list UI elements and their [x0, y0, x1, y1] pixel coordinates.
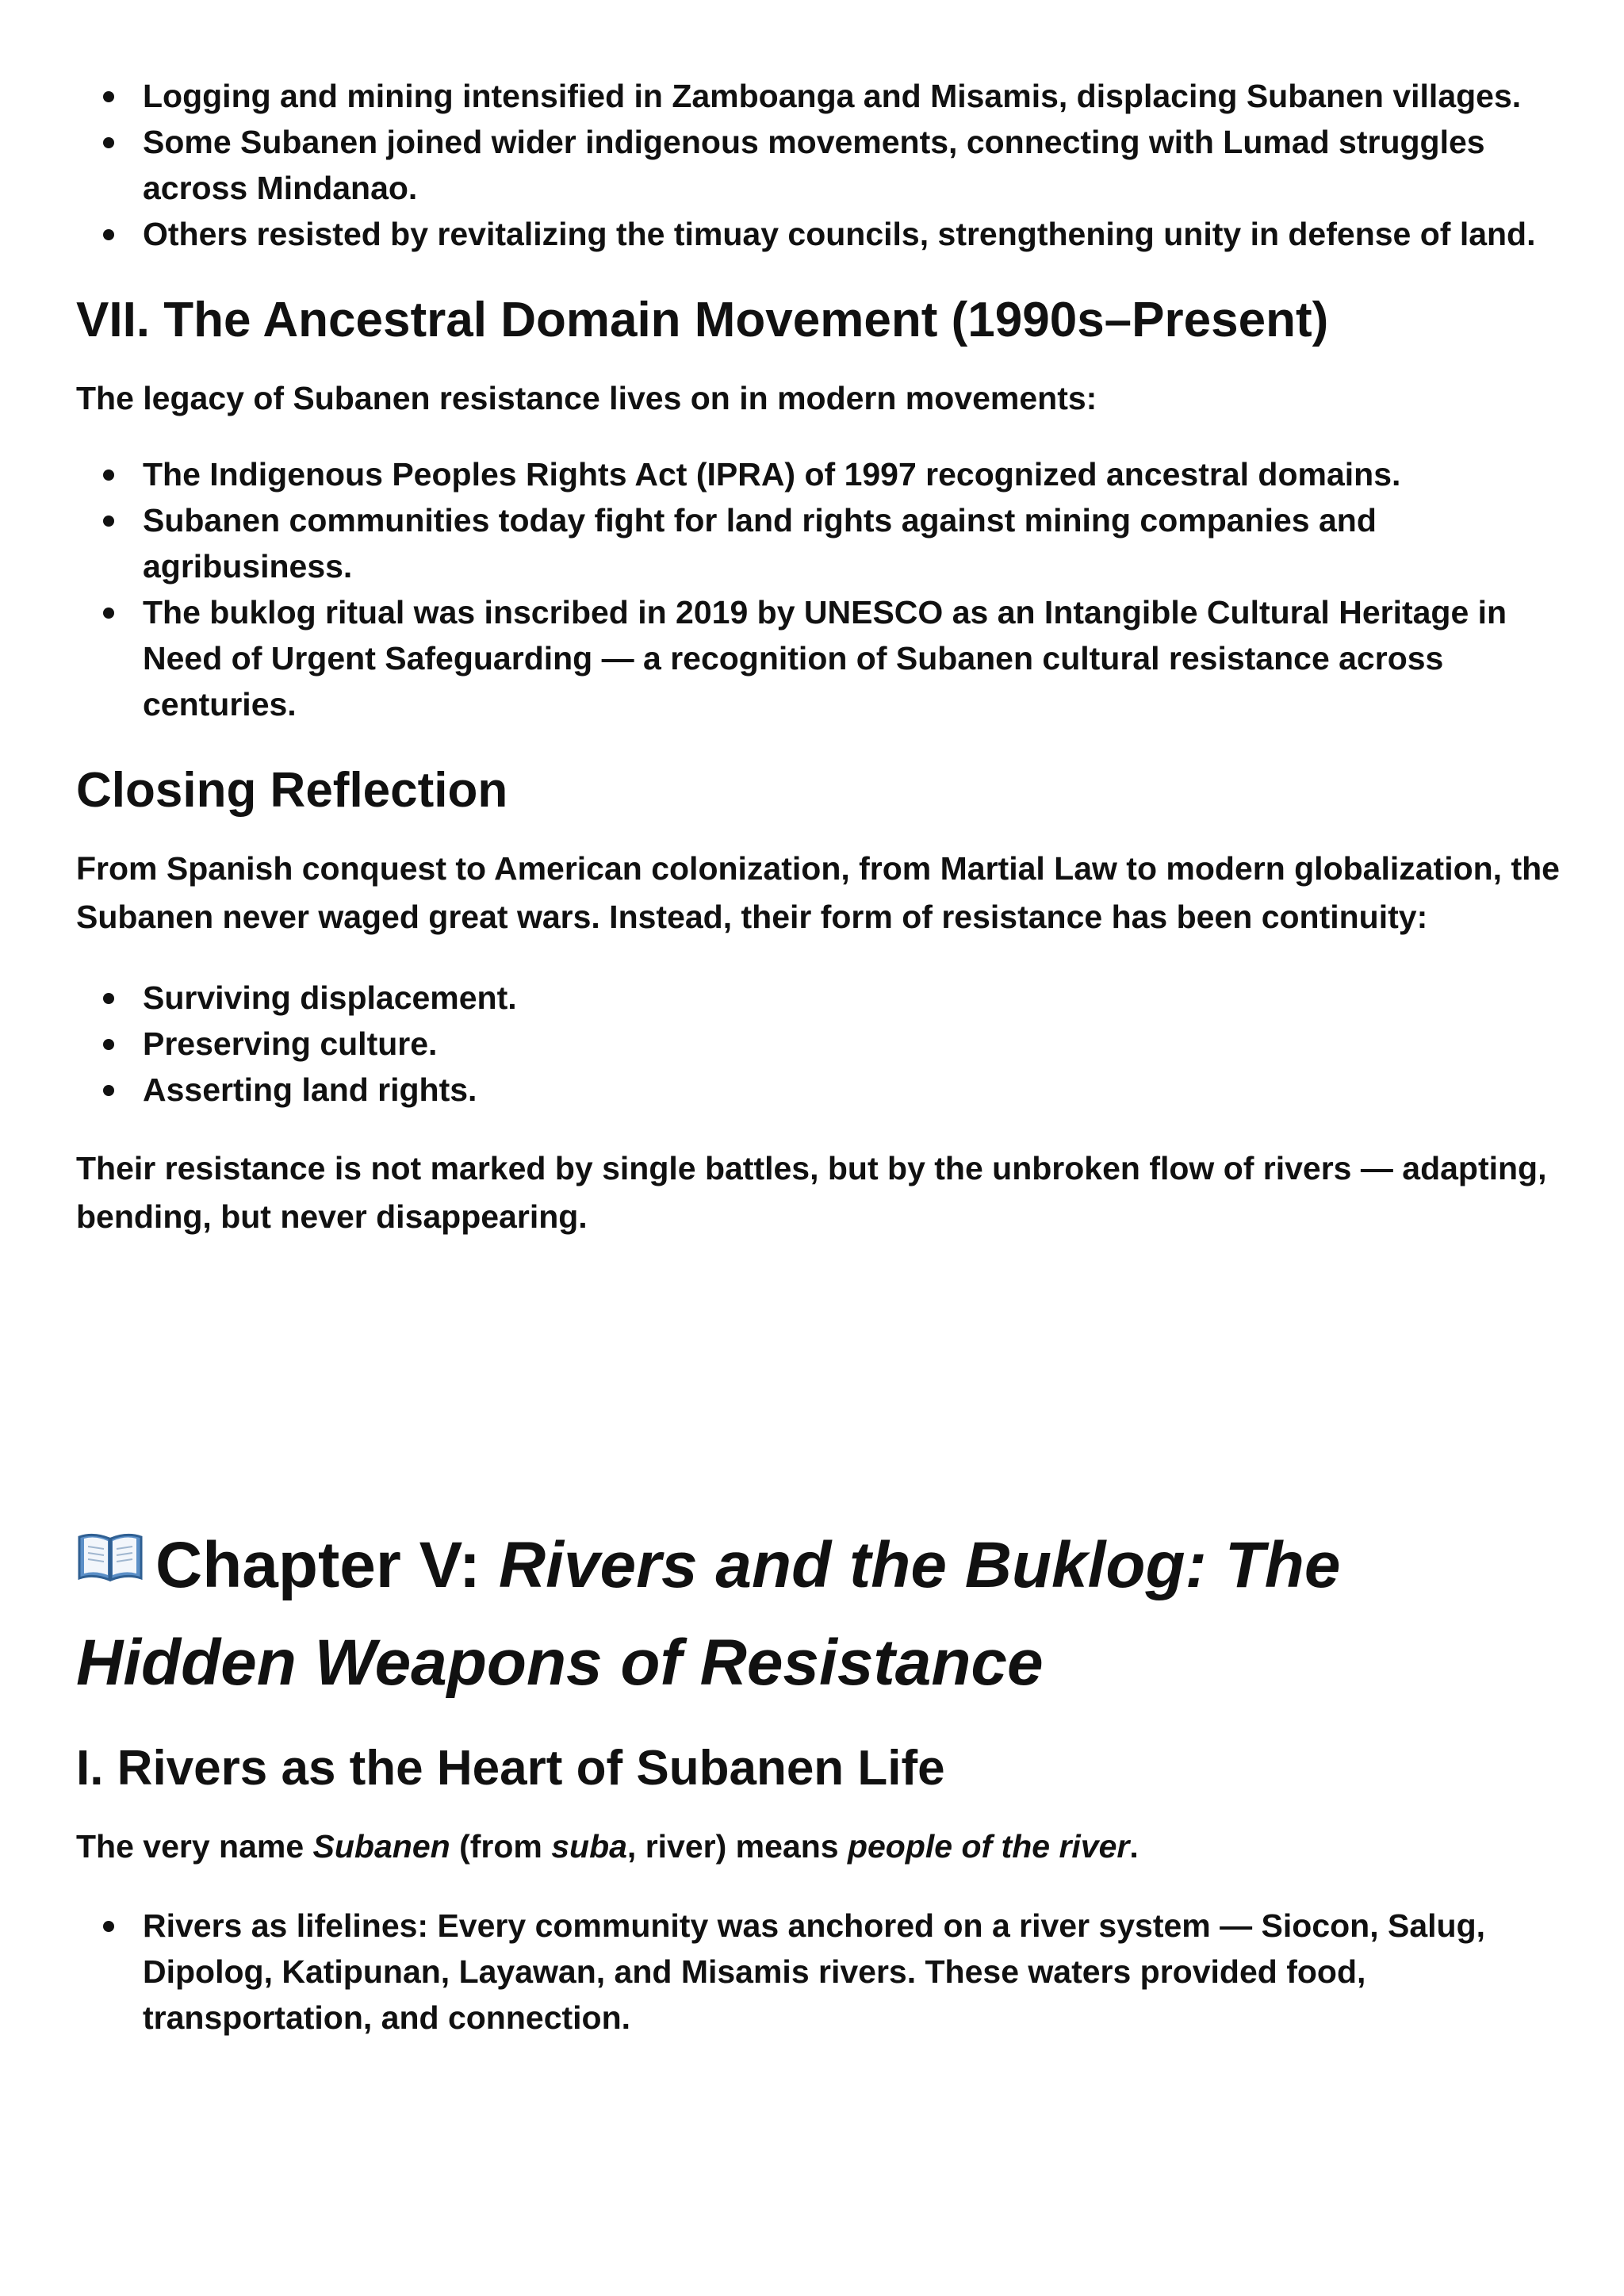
text-run: . [1129, 1828, 1139, 1865]
text-run: , river) means [626, 1828, 848, 1865]
open-book-icon [76, 1515, 144, 1608]
section-heading-rivers: I. Rivers as the Heart of Subanen Life [76, 1741, 945, 1796]
list-item: Surviving displacement. [76, 975, 1567, 1021]
text-run-italic: people of the river [847, 1828, 1130, 1865]
chapter-prefix: Chapter V: [155, 1529, 499, 1601]
list-item: Some Subanen joined wider indigenous movements, connecting with Lumad struggles across Mindanao. [76, 119, 1567, 211]
text-run-italic: Subanen [312, 1828, 450, 1865]
closing-bullet-list [76, 975, 1567, 1113]
section-heading-ancestral-domain: VII. The Ancestral Domain Movement (1990s–Present) [76, 293, 1329, 347]
list-item: Others resisted by revitalizing the timuay councils, strengthening unity in defense of land. [76, 211, 1567, 257]
list-item: Asserting land rights. [76, 1067, 1567, 1113]
text-run-italic: suba [551, 1828, 627, 1865]
closing-paragraph-1: From Spanish conquest to American colonization, from Martial Law to modern globalization, the Subanen never waged great wars. Instead, their form of resistance has been continuity: [76, 850, 1560, 935]
chapter-title [76, 1519, 1567, 1710]
chapter-title-italic: Rivers and the Buklog: The Hidden Weapons of Resistance [76, 1529, 1341, 1700]
text-run: (from [450, 1828, 552, 1865]
intro-bullet-list [76, 73, 1567, 257]
section-intro-paragraph: The legacy of Subanen resistance lives on in modern movements: [76, 380, 1097, 416]
list-item: The buklog ritual was inscribed in 2019 by UNESCO as an Intangible Cultural Heritage in Need of Urgent Safeguarding — a recognition of Subanen cultural resistance across centuries. [76, 589, 1567, 727]
closing-paragraph-2: Their resistance is not marked by single battles, but by the unbroken flow of rivers — adapting, bending, but never disappearing. [76, 1150, 1547, 1235]
rivers-intro-paragraph [76, 1823, 1567, 1871]
list-item: Preserving culture. [76, 1021, 1567, 1067]
rivers-bullet-list [76, 1903, 1567, 2041]
list-item: Rivers as lifelines: Every community was anchored on a river system — Siocon, Salug, Dipolog, Katipunan, Layawan, and Misamis rivers. These waters provided food, transportation, and connection. [76, 1903, 1567, 2041]
list-item: The Indigenous Peoples Rights Act (IPRA) of 1997 recognized ancestral domains. [76, 451, 1567, 497]
document-page [76, 73, 1567, 2041]
ancestral-domain-bullet-list [76, 451, 1567, 727]
text-run: The very name [76, 1828, 313, 1865]
list-item: Subanen communities today fight for land rights against mining companies and agribusiness. [76, 497, 1567, 589]
section-heading-closing-reflection: Closing Reflection [76, 763, 508, 818]
list-item: Logging and mining intensified in Zamboanga and Misamis, displacing Subanen villages. [76, 73, 1567, 119]
